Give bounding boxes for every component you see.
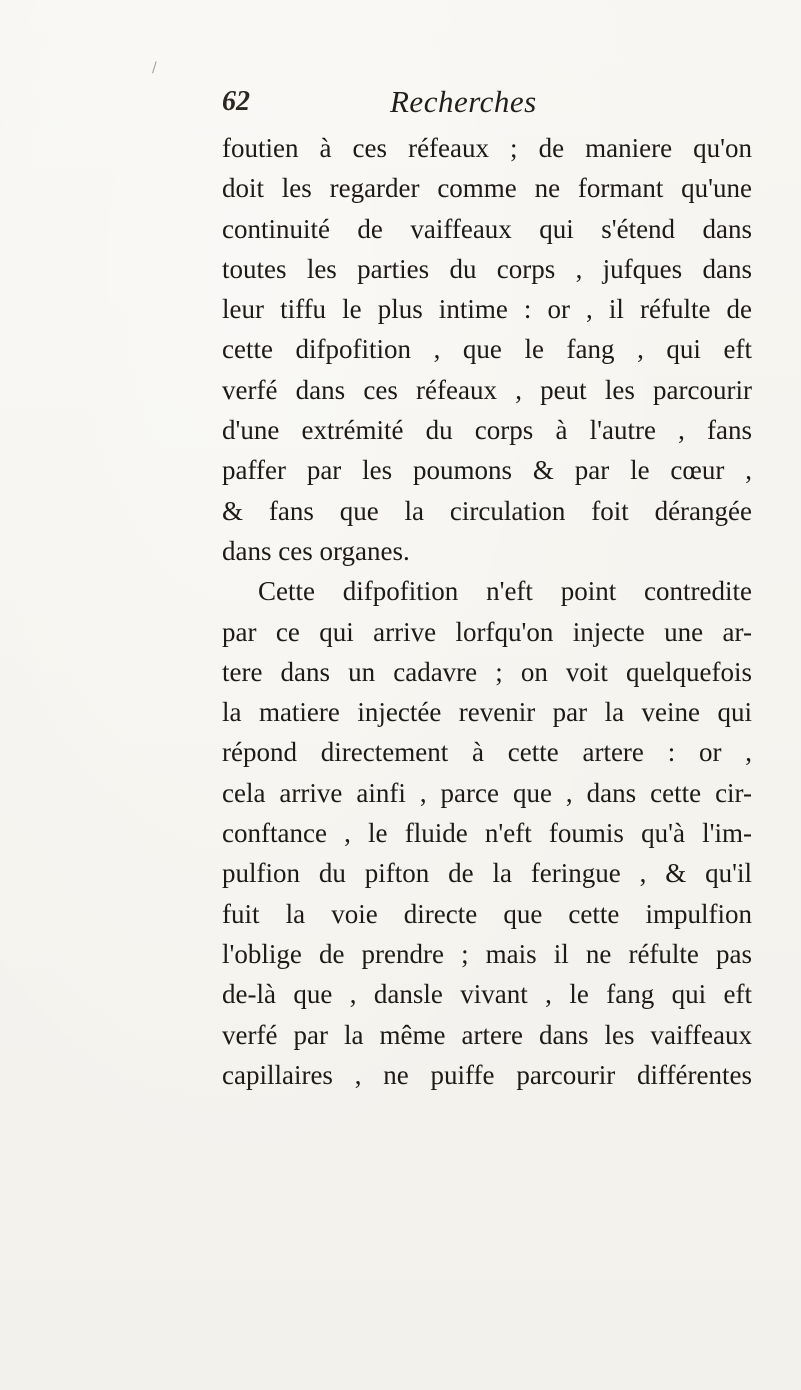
text-line: conftance , le fluide n'eft foumis qu'à l'im- xyxy=(222,818,752,849)
text-line: Cette difpofition n'eft point contredite xyxy=(258,576,752,607)
text-line: paffer par les poumons & par le cœur , xyxy=(222,455,752,486)
text-line: par ce qui arrive lorfqu'on injecte une ar- xyxy=(222,616,752,647)
text-line: toutes les parties du corps , jufques dans xyxy=(222,253,752,284)
paragraph-2 xyxy=(222,571,752,1095)
text-line: cela arrive ainfi , parce que , dans cette cir- xyxy=(222,777,752,808)
text-line: répond directement à cette artere : or , xyxy=(222,737,752,768)
running-title: Recherches xyxy=(390,84,537,119)
page-header xyxy=(222,84,741,124)
text-line: l'oblige de prendre ; mais il ne réfulte pas xyxy=(222,938,752,969)
text-line: verfé par la même artere dans les vaiffeaux xyxy=(222,1019,752,1050)
margin-mark: / xyxy=(152,60,157,76)
body-text xyxy=(222,128,752,1095)
text-line: doit les regarder comme ne formant qu'une xyxy=(222,173,752,204)
text-line: capillaires , ne puiffe parcourir différentes xyxy=(222,1059,752,1090)
text-line: fuit la voie directe que cette impulfion xyxy=(222,898,752,929)
text-line: d'une extrémité du corps à l'autre , fans xyxy=(222,415,752,446)
text-line: verfé dans ces réfeaux , peut les parcourir xyxy=(222,374,752,405)
text-line: cette difpofition , que le fang , qui eft xyxy=(222,334,752,365)
text-line: pulfion du pifton de la feringue , & qu'il xyxy=(222,858,752,889)
text-line: continuité de vaiffeaux qui s'étend dans xyxy=(222,213,752,244)
text-line: dans ces organes. xyxy=(222,535,410,566)
page-number: 62 xyxy=(222,86,250,117)
text-line: & fans que la circulation foit dérangée xyxy=(222,495,752,526)
text-line: tere dans un cadavre ; on voit quelquefois xyxy=(222,656,752,687)
text-line: la matiere injectée revenir par la veine qui xyxy=(222,697,752,728)
paragraph-1 xyxy=(222,128,752,571)
text-line: de-là que , dansle vivant , le fang qui eft xyxy=(222,979,752,1010)
text-line: leur tiffu le plus intime : or , il réfulte de xyxy=(222,294,752,325)
text-line: foutien à ces réfeaux ; de maniere qu'on xyxy=(222,133,752,163)
